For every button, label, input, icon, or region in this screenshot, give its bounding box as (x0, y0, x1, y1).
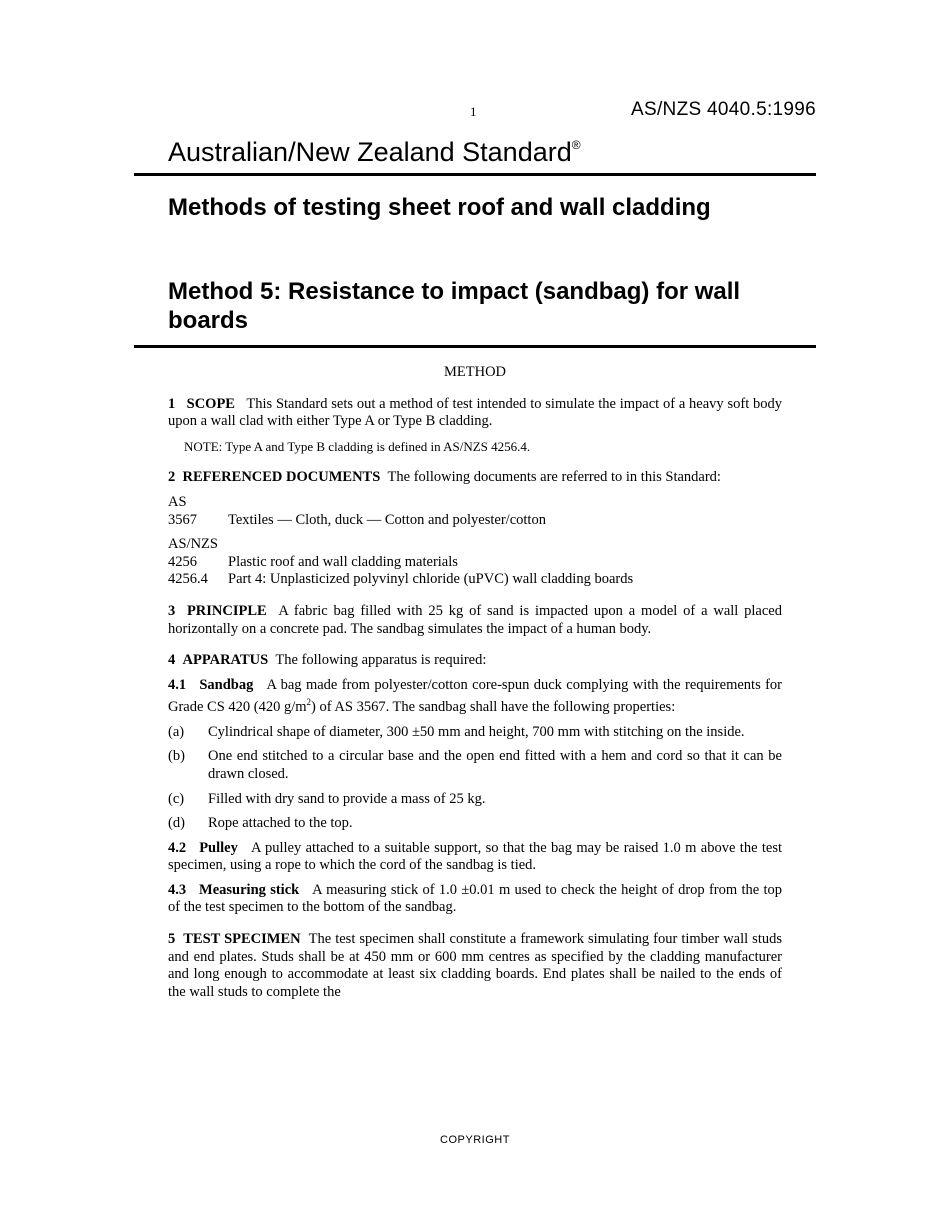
ref-number: 3567 (168, 511, 197, 528)
section-number: 3 (168, 602, 176, 619)
list-item-text: One end stitched to a circular base and the open end fitted with a hem and cord so that it can be drawn closed. (208, 748, 782, 782)
subsection-number: 4.2 (168, 839, 187, 856)
title-rule (134, 345, 816, 348)
page-number: 1 (470, 104, 477, 119)
ref-title: Part 4: Unplasticized polyvinyl chloride (uPVC) wall cladding boards (228, 571, 634, 588)
list-item-label: (d) (168, 815, 185, 832)
list-item-text: Cylindrical shape of diameter, 300 ±50 mm and height, 700 mm with stitching on the inside. (208, 723, 745, 740)
subsection-text: A pulley attached to a suitable support, so that the bag may be raised 1.0 m above the test specimen, using a rope to which the cord of the sandbag is tied. (168, 839, 782, 874)
header-rule (134, 173, 816, 176)
method-title: Method 5: Resistance to impact (sandbag) for wall boards (168, 278, 741, 334)
section-number: 2 (168, 469, 176, 486)
section-text: The following documents are referred to in this Standard: (387, 469, 721, 486)
section-heading: TEST SPECIMEN (183, 931, 301, 948)
ref-number: 4256.4 (168, 571, 208, 588)
superscript: 2 (306, 697, 312, 708)
section-test-specimen (168, 931, 782, 1001)
list-item-label: (c) (168, 790, 185, 807)
section-scope (168, 396, 782, 431)
subsection-heading: Pulley (199, 839, 238, 856)
section-text: The following apparatus is required: (275, 652, 487, 669)
list-item-label: (a) (168, 723, 185, 740)
ref-number: 4256 (168, 553, 197, 570)
method-heading: METHOD (443, 364, 507, 380)
section-heading: SCOPE (186, 395, 235, 412)
subsection-text-b: ) of AS 3567. The sandbag shall have the following properties: (311, 699, 676, 716)
subsection-text: A measuring stick of 1.0 ±0.01 m used to check the height of drop from the top of the test specimen to the bottom of the sandbag. (168, 881, 783, 916)
section-heading: PRINCIPLE (186, 602, 267, 619)
subsection-number: 4.1 (168, 676, 187, 693)
list-item-text: Filled with dry sand to provide a mass of 25 kg. (208, 790, 486, 807)
subsection-text-a: A bag made from polyester/cotton core-spun duck complying with the requirements for Grade CS 420 (420 g/m (168, 676, 783, 716)
section-principle (168, 603, 782, 638)
ref-row (168, 571, 782, 589)
list-item-label: (b) (168, 748, 185, 765)
list-item (168, 724, 782, 742)
section-text: The test specimen shall constitute a framework simulating four timber wall studs and end plates. Studs shall be at 450 mm or 600 mm centres as specified by the cladding manufacturer and long enough to accommodate at least six cladding boards. End plates shall be nailed to the ends of the wall studs to complete the (168, 931, 782, 1000)
scope-note: NOTE: Type A and Type B cladding is defined in AS/NZS 4256.4. (184, 438, 531, 454)
subsection-heading: Sandbag (199, 676, 254, 693)
ref-title: Plastic roof and wall cladding materials (228, 553, 458, 570)
section-referenced-documents (168, 469, 782, 487)
section-text: A fabric bag filled with 25 kg of sand is impacted upon a model of a wall placed horizontally on a concrete pad. The sandbag simulates the impact of a human body. (168, 602, 782, 637)
document-body (168, 364, 782, 1001)
section-heading: REFERENCED DOCUMENTS (182, 469, 381, 486)
list-item (168, 791, 782, 809)
standard-code: AS/NZS 4040.5:1996 (631, 99, 816, 120)
section-number: 1 (168, 395, 176, 412)
ref-title: Textiles — Cloth, duck — Cotton and polyester/cotton (228, 511, 546, 528)
section-apparatus (168, 652, 782, 670)
list-item (168, 815, 782, 833)
standard-type-title (168, 137, 581, 168)
list-item-text: Rope attached to the top. (208, 815, 353, 832)
standard-type-text: Australian/New Zealand Standard (168, 137, 572, 167)
subsection-pulley (168, 840, 782, 875)
ref-row (168, 554, 782, 572)
registered-mark: ® (571, 138, 581, 152)
ref-prefix-asnzs: AS/NZS (168, 536, 218, 553)
section-heading: APPARATUS (182, 652, 269, 669)
section-number: 5 (168, 931, 176, 948)
ref-row (168, 512, 782, 530)
copyright-footer: COPYRIGHT (440, 1134, 510, 1146)
document-title: Methods of testing sheet roof and wall cladding (168, 194, 711, 221)
subsection-number: 4.3 (168, 881, 187, 898)
section-number: 4 (168, 652, 176, 669)
subsection-heading: Measuring stick (199, 881, 300, 898)
list-item (168, 748, 782, 783)
section-text: This Standard sets out a method of test intended to simulate the impact of a heavy soft body upon a wall clad with either Type A or Type B cladding. (168, 395, 783, 430)
ref-prefix-as: AS (168, 493, 187, 510)
subsection-measuring-stick (168, 882, 782, 917)
subsection-sandbag (168, 677, 782, 717)
